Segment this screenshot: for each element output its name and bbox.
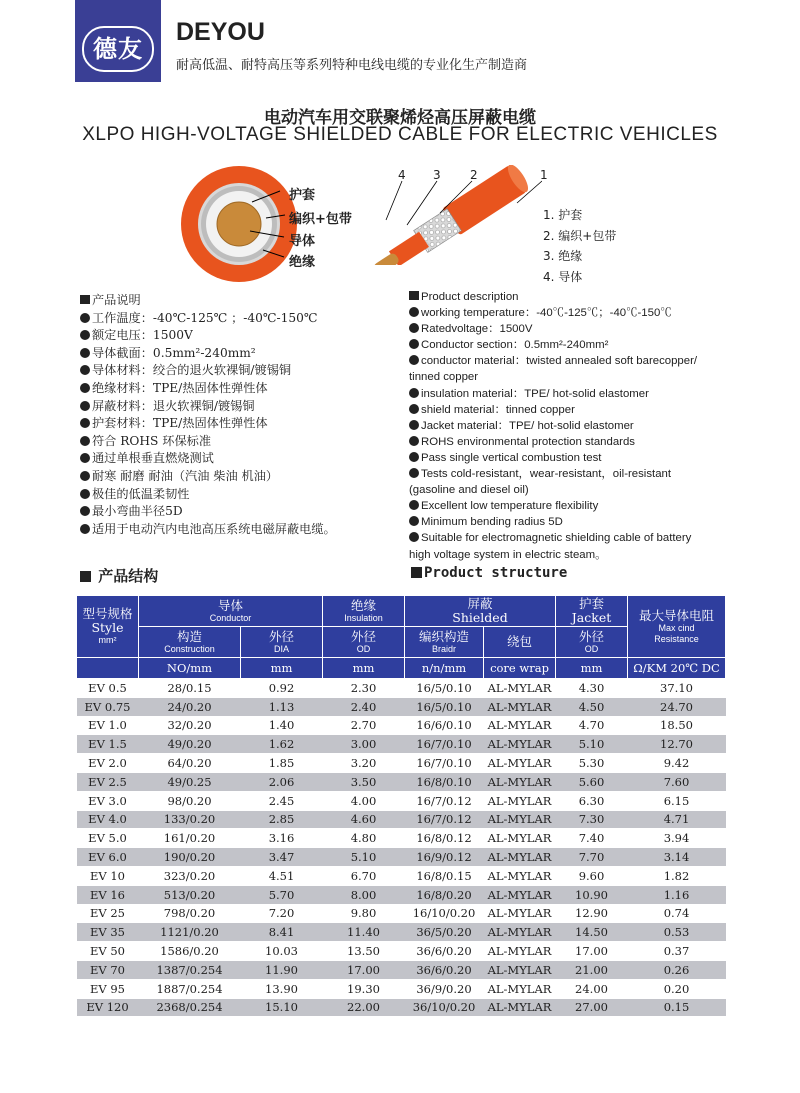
table-cell: 2.06 xyxy=(241,772,323,791)
description-en-line xyxy=(409,547,729,563)
header-jacket-od: 外径 OD xyxy=(556,627,628,658)
table-cell: 4.80 xyxy=(323,829,405,848)
table-cell: 10.03 xyxy=(241,942,323,961)
description-en-text: tinned copper xyxy=(409,371,479,384)
description-en-text: Ratedvoltage：1500V xyxy=(421,323,533,336)
table-cell: 16/9/0.12 xyxy=(405,848,484,867)
description-cn-line xyxy=(80,468,400,486)
table-row xyxy=(77,923,726,942)
table-cell: 1.40 xyxy=(241,716,323,735)
header-construction: 构造 Construction xyxy=(139,627,241,658)
table-cell: EV 70 xyxy=(77,960,139,979)
description-en-text: Jacket material：TPE/ hot-solid elastomer xyxy=(421,419,634,432)
table-cell: 27.00 xyxy=(556,998,628,1017)
table-cell: EV 10 xyxy=(77,866,139,885)
table-cell: 3.47 xyxy=(241,848,323,867)
table-cell: 1.13 xyxy=(241,697,323,716)
square-bullet xyxy=(409,291,419,300)
table-cell: 1.82 xyxy=(628,866,726,885)
table-row xyxy=(77,942,726,961)
table-row xyxy=(77,979,726,998)
table-cell: EV 25 xyxy=(77,904,139,923)
description-en-line xyxy=(409,386,729,402)
table-row xyxy=(77,735,726,754)
table-cell: 16/7/0.10 xyxy=(405,754,484,773)
description-en-text: shield material：tinned copper xyxy=(421,403,575,416)
dot-bullet xyxy=(409,452,419,462)
table-cell: AL-MYLAR xyxy=(484,942,556,961)
dot-bullet xyxy=(409,323,419,333)
table-cell: 16/5/0.10 xyxy=(405,697,484,716)
table-cell: AL-MYLAR xyxy=(484,697,556,716)
description-cn-line xyxy=(80,327,400,345)
table-cell: 12.90 xyxy=(556,904,628,923)
table-cell: 17.00 xyxy=(556,942,628,961)
square-bullet xyxy=(411,567,422,578)
table-cell: 16/8/0.15 xyxy=(405,866,484,885)
header-ins-od: 外径 OD xyxy=(323,627,405,658)
unit-cell-blank xyxy=(77,658,139,679)
side-number-2: 2 xyxy=(470,168,478,182)
description-cn-text: 通过单根垂直燃烧测试 xyxy=(92,451,214,466)
table-cell: 49/0.20 xyxy=(139,735,241,754)
table-cell: EV 1.0 xyxy=(77,716,139,735)
table-row xyxy=(77,679,726,698)
description-cn-line xyxy=(80,433,400,451)
table-cell: 6.15 xyxy=(628,791,726,810)
description-en-line xyxy=(409,450,729,466)
brand-slogan: 耐高低温、耐特高压等系列特种电线电缆的专业化生产制造商 xyxy=(176,58,528,73)
description-cn-text: 最小弯曲半径5D xyxy=(92,504,183,519)
table-cell: 0.74 xyxy=(628,904,726,923)
table-cell: 9.60 xyxy=(556,866,628,885)
description-cn-text: 适用于电动汽内电池高压系统电磁屏蔽电缆。 xyxy=(92,521,336,536)
side-number-4: 4 xyxy=(398,168,406,182)
unit-cell: core wrap xyxy=(484,658,556,679)
table-cell: 1.16 xyxy=(628,885,726,904)
description-en-line xyxy=(409,498,729,514)
table-cell: 2.85 xyxy=(241,810,323,829)
table-row xyxy=(77,866,726,885)
description-cn-line xyxy=(80,450,400,468)
table-cell: 4.50 xyxy=(556,697,628,716)
description-en-text: Conductor section：0.5mm²-240mm² xyxy=(421,339,609,352)
description-cn-line xyxy=(80,310,400,328)
label-insulation: 绝缘 xyxy=(289,255,316,270)
table-cell: 7.20 xyxy=(241,904,323,923)
dot-bullet xyxy=(409,532,419,542)
dot-bullet xyxy=(80,453,90,463)
table-cell: 32/0.20 xyxy=(139,716,241,735)
table-row xyxy=(77,829,726,848)
description-en xyxy=(409,289,729,563)
table-cell: AL-MYLAR xyxy=(484,960,556,979)
side-list-item: 1. 护套 xyxy=(543,208,583,222)
table-cell: 2368/0.254 xyxy=(139,998,241,1017)
table-cell: AL-MYLAR xyxy=(484,979,556,998)
table-cell: 16/7/0.10 xyxy=(405,735,484,754)
dot-bullet xyxy=(80,365,90,375)
table-row xyxy=(77,810,726,829)
table-cell: AL-MYLAR xyxy=(484,998,556,1017)
table-row xyxy=(77,885,726,904)
table-cell: 161/0.20 xyxy=(139,829,241,848)
description-en-line xyxy=(409,353,729,369)
description-en-text: insulation material：TPE/ hot-solid elastomer xyxy=(421,387,649,400)
table-cell: AL-MYLAR xyxy=(484,904,556,923)
table-cell: 5.70 xyxy=(241,885,323,904)
table-cell: AL-MYLAR xyxy=(484,866,556,885)
table-cell: AL-MYLAR xyxy=(484,810,556,829)
description-en-line xyxy=(409,337,729,353)
section-structure-en: Product structure xyxy=(411,565,567,581)
description-en-line xyxy=(409,466,729,482)
table-cell: AL-MYLAR xyxy=(484,791,556,810)
table-cell: 13.90 xyxy=(241,979,323,998)
table-cell: 2.70 xyxy=(323,716,405,735)
description-cn-text: 屏蔽材料：退火软裸铜/镀锡铜 xyxy=(92,398,255,413)
cable-side-view-diagram xyxy=(352,165,542,265)
table-cell: 15.10 xyxy=(241,998,323,1017)
dot-bullet xyxy=(409,307,419,317)
table-cell: 16/8/0.12 xyxy=(405,829,484,848)
table-cell: 0.26 xyxy=(628,960,726,979)
dot-bullet xyxy=(409,339,419,349)
table-cell: 18.50 xyxy=(628,716,726,735)
dot-bullet xyxy=(80,436,90,446)
table-cell: 16/8/0.10 xyxy=(405,772,484,791)
table-cell: AL-MYLAR xyxy=(484,923,556,942)
table-cell: 12.70 xyxy=(628,735,726,754)
table-cell: 19.30 xyxy=(323,979,405,998)
table-cell: 5.10 xyxy=(323,848,405,867)
table-cell: EV 2.0 xyxy=(77,754,139,773)
table-cell: AL-MYLAR xyxy=(484,754,556,773)
dot-bullet xyxy=(80,506,90,516)
table-cell: 133/0.20 xyxy=(139,810,241,829)
table-row xyxy=(77,716,726,735)
dot-bullet xyxy=(80,489,90,499)
description-en-line xyxy=(409,402,729,418)
side-list-item: 3. 绝缘 xyxy=(543,249,583,263)
header-dia: 外径 DIA xyxy=(241,627,323,658)
description-en-line xyxy=(409,434,729,450)
table-cell: 1586/0.20 xyxy=(139,942,241,961)
table-cell: 17.00 xyxy=(323,960,405,979)
table-cell: 0.92 xyxy=(241,679,323,698)
table-cell: 190/0.20 xyxy=(139,848,241,867)
table-cell: 49/0.25 xyxy=(139,772,241,791)
table-cell: 5.30 xyxy=(556,754,628,773)
label-conductor: 导体 xyxy=(289,234,316,249)
table-cell: 16/7/0.12 xyxy=(405,810,484,829)
table-cell: 7.70 xyxy=(556,848,628,867)
table-cell: 7.40 xyxy=(556,829,628,848)
product-structure-table xyxy=(76,595,726,1017)
dot-bullet xyxy=(409,500,419,510)
table-cell: 7.60 xyxy=(628,772,726,791)
table-cell: 1887/0.254 xyxy=(139,979,241,998)
dot-bullet xyxy=(409,404,419,414)
table-cell: EV 35 xyxy=(77,923,139,942)
table-cell: 8.00 xyxy=(323,885,405,904)
table-cell: 3.50 xyxy=(323,772,405,791)
description-en-line xyxy=(409,514,729,530)
description-cn-text: 符合 ROHS 环保标准 xyxy=(92,433,212,448)
table-cell: 1121/0.20 xyxy=(139,923,241,942)
table-cell: AL-MYLAR xyxy=(484,716,556,735)
table-cell: 21.00 xyxy=(556,960,628,979)
dot-bullet xyxy=(80,348,90,358)
logo-text: 德友 xyxy=(82,26,154,72)
header-conductor: 导体 Conductor xyxy=(139,596,323,627)
table-cell: 16/8/0.20 xyxy=(405,885,484,904)
description-cn-text: 产品说明 xyxy=(92,293,141,307)
description-cn-text: 绝缘材料：TPE/热固体性弹性体 xyxy=(92,380,268,395)
table-cell: EV 0.5 xyxy=(77,679,139,698)
header-shielded: 屏蔽 Shielded xyxy=(405,596,556,627)
table-cell: EV 6.0 xyxy=(77,848,139,867)
dot-bullet xyxy=(409,420,419,430)
table-cell: 8.41 xyxy=(241,923,323,942)
description-cn-text: 导体材料：绞合的退火软裸铜/镀锡铜 xyxy=(92,363,292,378)
dot-bullet xyxy=(409,388,419,398)
description-cn xyxy=(80,292,400,538)
page-title-cn: 电动汽车用交联聚烯烃高压屏蔽电缆 xyxy=(264,108,536,128)
table-cell: 36/5/0.20 xyxy=(405,923,484,942)
header-style: 型号规格 Style mm² xyxy=(77,596,139,658)
table-cell: 0.20 xyxy=(628,979,726,998)
description-en-line xyxy=(409,530,729,546)
table-cell: EV 50 xyxy=(77,942,139,961)
table-cell: 0.53 xyxy=(628,923,726,942)
dot-bullet xyxy=(409,355,419,365)
description-en-line xyxy=(409,369,729,385)
table-row xyxy=(77,848,726,867)
description-cn-line xyxy=(80,521,400,539)
table-cell: 6.30 xyxy=(556,791,628,810)
table-cell: 98/0.20 xyxy=(139,791,241,810)
header-wrap: 绕包 xyxy=(484,627,556,658)
table-cell: 3.16 xyxy=(241,829,323,848)
description-en-text: Minimum bending radius 5D xyxy=(421,516,563,529)
table-cell: 22.00 xyxy=(323,998,405,1017)
description-en-line xyxy=(409,418,729,434)
description-cn-line xyxy=(80,486,400,504)
dot-bullet xyxy=(80,471,90,481)
description-en-text: conductor material：twisted annealed soft barecopper/ xyxy=(421,355,698,368)
description-cn-line xyxy=(80,380,400,398)
table-cell: 36/9/0.20 xyxy=(405,979,484,998)
description-cn-text: 工作温度：-40℃-125℃ ；-40℃-150℃ xyxy=(92,310,318,325)
dot-bullet xyxy=(80,383,90,393)
table-cell: 798/0.20 xyxy=(139,904,241,923)
dot-bullet xyxy=(409,468,419,478)
table-cell: 3.14 xyxy=(628,848,726,867)
header-braid: 编织构造 Braidr xyxy=(405,627,484,658)
table-cell: 4.00 xyxy=(323,791,405,810)
table-cell: 2.40 xyxy=(323,697,405,716)
table-cell: AL-MYLAR xyxy=(484,848,556,867)
description-en-text: Pass single vertical combustion test xyxy=(421,451,602,464)
table-row xyxy=(77,791,726,810)
table-cell: 4.30 xyxy=(556,679,628,698)
dot-bullet xyxy=(80,401,90,411)
unit-cell: mm xyxy=(241,658,323,679)
side-list-item: 4. 导体 xyxy=(543,269,583,284)
description-cn-text: 额定电压：1500V xyxy=(92,328,193,343)
description-en-text: Tests cold-resistant，wear-resistant，oil-resistant xyxy=(421,468,672,481)
description-en-text: ROHS environmental protection standards xyxy=(421,435,635,448)
description-en-text: Suitable for electromagnetic shielding cable of battery xyxy=(421,532,692,545)
unit-cell: mm xyxy=(323,658,405,679)
side-number-3: 3 xyxy=(433,168,441,182)
table-cell: 16/7/0.12 xyxy=(405,791,484,810)
description-en-text: Excellent low temperature flexibility xyxy=(421,500,599,513)
label-braid: 编织+包带 xyxy=(289,212,352,227)
table-row xyxy=(77,904,726,923)
table-cell: 4.71 xyxy=(628,810,726,829)
table-cell: 37.10 xyxy=(628,679,726,698)
table-row xyxy=(77,998,726,1017)
table-cell: 24/0.20 xyxy=(139,697,241,716)
description-cn-line xyxy=(80,362,400,380)
table-cell: 323/0.20 xyxy=(139,866,241,885)
table-cell: 5.10 xyxy=(556,735,628,754)
table-cell: AL-MYLAR xyxy=(484,772,556,791)
unit-cell: Ω/KM 20℃ DC xyxy=(628,658,726,679)
table-cell: 3.20 xyxy=(323,754,405,773)
table-cell: 16/5/0.10 xyxy=(405,679,484,698)
table-row xyxy=(77,754,726,773)
page-title-en: XLPO HIGH-VOLTAGE SHIELDED CABLE FOR ELECTRIC VEHICLES xyxy=(82,124,718,145)
table-cell: 24.70 xyxy=(628,697,726,716)
table-cell: 24.00 xyxy=(556,979,628,998)
table-cell: 4.70 xyxy=(556,716,628,735)
table-cell: EV 16 xyxy=(77,885,139,904)
table-cell: AL-MYLAR xyxy=(484,679,556,698)
table-cell: EV 4.0 xyxy=(77,810,139,829)
side-layer-list xyxy=(543,205,616,287)
table-cell: 16/6/0.10 xyxy=(405,716,484,735)
table-cell: 10.90 xyxy=(556,885,628,904)
table-cell: 3.00 xyxy=(323,735,405,754)
table-cell: 11.90 xyxy=(241,960,323,979)
description-cn-line xyxy=(80,345,400,363)
table-cell: 11.40 xyxy=(323,923,405,942)
table-cell: AL-MYLAR xyxy=(484,735,556,754)
unit-cell: n/n/mm xyxy=(405,658,484,679)
table-cell: AL-MYLAR xyxy=(484,829,556,848)
table-cell: 1.62 xyxy=(241,735,323,754)
header-resistance: 最大导体电阻 Max cind Resistance xyxy=(628,596,726,658)
description-cn-text: 护套材料：TPE/热固体性弹性体 xyxy=(92,416,268,431)
table-cell: 28/0.15 xyxy=(139,679,241,698)
dot-bullet xyxy=(80,313,90,323)
table-cell: 14.50 xyxy=(556,923,628,942)
table-cell: 1387/0.254 xyxy=(139,960,241,979)
dot-bullet xyxy=(80,418,90,428)
description-en-line xyxy=(409,289,729,305)
table-cell: 36/6/0.20 xyxy=(405,960,484,979)
table-row xyxy=(77,772,726,791)
brand-name: DEYOU xyxy=(176,18,265,46)
table-cell: 4.51 xyxy=(241,866,323,885)
table-cell: EV 120 xyxy=(77,998,139,1017)
description-en-line xyxy=(409,321,729,337)
table-cell: 513/0.20 xyxy=(139,885,241,904)
table-cell: 7.30 xyxy=(556,810,628,829)
table-cell: 36/6/0.20 xyxy=(405,942,484,961)
header-jacket: 护套 Jacket xyxy=(556,596,628,627)
table-cell: EV 5.0 xyxy=(77,829,139,848)
label-jacket: 护套 xyxy=(289,188,316,203)
description-en-text: (gasoline and diesel oil) xyxy=(409,484,529,497)
description-en-text: high voltage system in electric steam。 xyxy=(409,548,607,561)
description-en-text: working temperature：-40℃-125℃；-40℃-150℃ xyxy=(421,307,672,320)
dot-bullet xyxy=(80,330,90,340)
dot-bullet xyxy=(409,516,419,526)
unit-cell: NO/mm xyxy=(139,658,241,679)
description-en-line xyxy=(409,305,729,321)
description-cn-text: 极佳的低温柔韧性 xyxy=(92,486,190,501)
description-cn-line xyxy=(80,292,400,310)
dot-bullet xyxy=(80,524,90,534)
unit-cell: mm xyxy=(556,658,628,679)
table-cell: 9.42 xyxy=(628,754,726,773)
header-insulation: 绝缘 Insulation xyxy=(323,596,405,627)
table-cell: EV 0.75 xyxy=(77,697,139,716)
description-cn-line xyxy=(80,398,400,416)
table-cell: EV 95 xyxy=(77,979,139,998)
table-row xyxy=(77,697,726,716)
table-cell: AL-MYLAR xyxy=(484,885,556,904)
table-cell: 9.80 xyxy=(323,904,405,923)
table-cell: 0.37 xyxy=(628,942,726,961)
table-cell: 5.60 xyxy=(556,772,628,791)
table-cell: EV 3.0 xyxy=(77,791,139,810)
description-cn-line xyxy=(80,415,400,433)
table-cell: 2.45 xyxy=(241,791,323,810)
square-bullet xyxy=(80,295,90,304)
table-cell: 13.50 xyxy=(323,942,405,961)
table-cell: EV 2.5 xyxy=(77,772,139,791)
table-cell: EV 1.5 xyxy=(77,735,139,754)
table-cell: 6.70 xyxy=(323,866,405,885)
table-cell: 64/0.20 xyxy=(139,754,241,773)
side-number-1: 1 xyxy=(540,168,548,182)
dot-bullet xyxy=(409,436,419,446)
logo xyxy=(75,0,161,82)
table-row xyxy=(77,960,726,979)
table-cell: 36/10/0.20 xyxy=(405,998,484,1017)
description-en-line xyxy=(409,482,729,498)
description-en-text: Product description xyxy=(421,291,519,303)
table-cell: 1.85 xyxy=(241,754,323,773)
description-cn-text: 耐寒 耐磨 耐油（汽油 柴油 机油） xyxy=(92,468,279,483)
table-cell: 3.94 xyxy=(628,829,726,848)
description-cn-line xyxy=(80,503,400,521)
table-cell: 16/10/0.20 xyxy=(405,904,484,923)
description-cn-text: 导体截面：0.5mm²-240mm² xyxy=(92,345,256,360)
table-cell: 0.15 xyxy=(628,998,726,1017)
section-structure-cn: 产品结构 xyxy=(80,565,158,586)
square-bullet xyxy=(80,571,91,582)
table-cell: 4.60 xyxy=(323,810,405,829)
side-list-item: 2. 编织+包带 xyxy=(543,228,617,243)
table-cell: 2.30 xyxy=(323,679,405,698)
